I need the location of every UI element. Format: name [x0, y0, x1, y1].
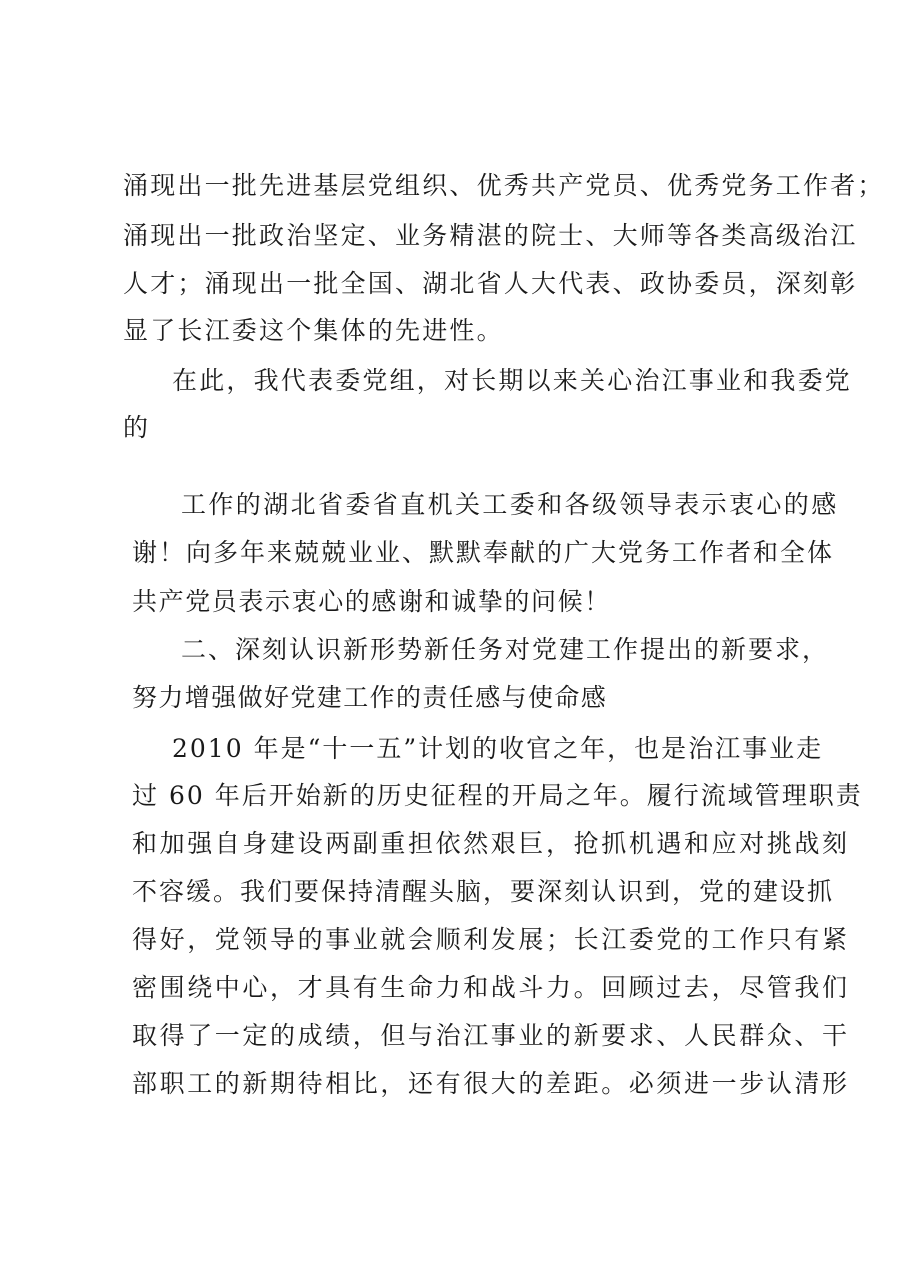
text-line: 不容缓。我们要保持清醒头脑，要深刻认识到，党的建设抓 [132, 877, 835, 906]
section-heading-line: 努力增强做好党建工作的责任感与使命感 [132, 683, 608, 712]
section-heading-line: 二、深刻认识新形势新任务对党建工作提出的新要求， [181, 635, 830, 664]
text-line: 共产党员表示衷心的感谢和诚挚的问候！ [132, 587, 611, 616]
text-line: 在此，我代表委党组，对长期以来关心治江事业和我委党 [172, 366, 853, 395]
text-line: 过 60 年后开始新的历史征程的开局之年。履行流域管理职责 [132, 781, 863, 810]
text-line: 涌现出一批政治坚定、业务精湛的院士、大师等各类高级治江 [123, 221, 858, 250]
text-line: 人才；涌现出一批全国、湖北省人大代表、政协委员，深刻彰 [123, 269, 858, 298]
text-line: 密围绕中心，才具有生命力和战斗力。回顾过去，尽管我们 [132, 973, 850, 1002]
text-line: 2010 年是“十一五”计划的收官之年，也是治江事业走 [172, 734, 824, 763]
text-line: 部职工的新期待相比，还有很大的差距。必须进一步认清形 [132, 1069, 850, 1098]
text-line: 的 [123, 413, 151, 442]
text-line: 工作的湖北省委省直机关工委和各级领导表示衷心的感 [181, 490, 839, 519]
text-line: 得好，党领导的事业就会顺利发展；长江委党的工作只有紧 [132, 925, 850, 954]
text-line: 涌现出一批先进基层党组织、优秀共产党员、优秀党务工作者； [123, 171, 885, 200]
text-line: 显了长江委这个集体的先进性。 [123, 316, 504, 345]
text-line: 谢！向多年来兢兢业业、默默奉献的广大党务工作者和全体 [132, 538, 835, 567]
text-line: 取得了一定的成绩，但与治江事业的新要求、人民群众、干 [132, 1021, 850, 1050]
text-line: 和加强自身建设两副重担依然艰巨，抢抓机遇和应对挑战刻 [132, 829, 850, 858]
